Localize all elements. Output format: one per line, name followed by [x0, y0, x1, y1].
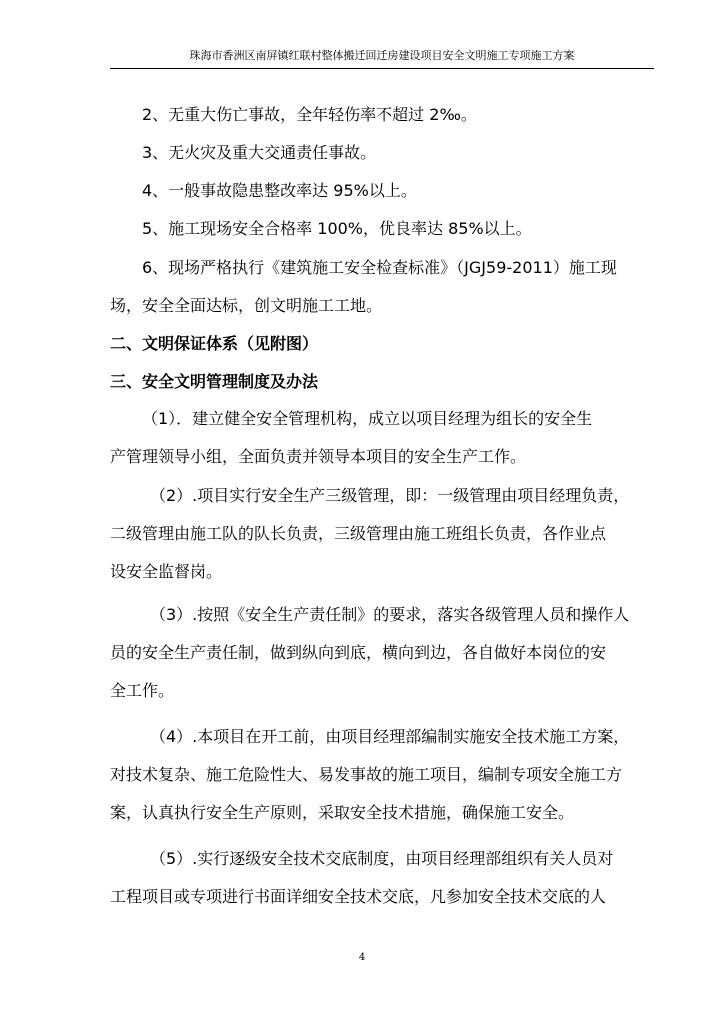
paragraph-3-line-2: 员的安全生产责任制，做到纵向到底，横向到边，各自做好本岗位的安: [110, 643, 607, 662]
target-item-4: 4、一般事故隐患整改率达 95%以上。: [142, 181, 417, 200]
paragraph-5-line-2: 工程项目或专项进行书面详细安全技术交底，凡参加安全技术交底的人: [110, 887, 607, 906]
target-item-6-line-1: 6、现场严格执行《建筑施工安全检查标准》（JGJ59-2011）施工现: [142, 258, 617, 277]
paragraph-3-line-1: （3）.按照《安全生产责任制》的要求，落实各级管理人员和操作人: [150, 605, 630, 624]
page-header: 珠海市香洲区南屏镇红联村整体搬迁回迁房建设项目安全文明施工专项施工方案: [189, 49, 575, 62]
paragraph-1-line-2: 产管理领导小组，全面负责并领导本项目的安全生产工作。: [110, 447, 527, 466]
paragraph-2-line-3: 设安全监督岗。: [110, 562, 223, 581]
section-heading-3: 三、安全文明管理制度及办法: [110, 372, 319, 391]
paragraph-4-line-3: 案，认真执行安全生产原则，采取安全技术措施，确保施工安全。: [110, 803, 575, 822]
paragraph-5-line-1: （5）.实行逐级安全技术交底制度，由项目经理部组织有关人员对: [150, 849, 614, 868]
paragraph-4-line-1: （4）.本项目在开工前，由项目经理部编制实施安全技术施工方案，: [150, 727, 630, 746]
page-number: 4: [358, 952, 366, 963]
target-item-3: 3、无火灾及重大交通责任事故。: [142, 143, 377, 162]
paragraph-1-line-1: （1）．建立健全安全管理机构，成立以项目经理为组长的安全生: [142, 409, 593, 428]
section-heading-2: 二、文明保证体系（见附图）: [110, 334, 319, 353]
header-rule: [110, 68, 654, 69]
target-item-2: 2、无重大伤亡事故，全年轻伤率不超过 2‰。: [142, 105, 477, 124]
target-item-6-line-2: 场，安全全面达标，创文明施工工地。: [110, 296, 383, 315]
paragraph-2-line-1: （2）.项目实行安全生产三级管理，即：一级管理由项目经理负责，: [150, 486, 630, 505]
paragraph-2-line-2: 二级管理由施工队的队长负责，三级管理由施工班组长负责，各作业点: [110, 524, 607, 543]
target-item-5: 5、施工现场安全合格率 100%，优良率达 85%以上。: [142, 219, 532, 238]
paragraph-3-line-3: 全工作。: [110, 681, 175, 700]
paragraph-4-line-2: 对技术复杂、施工危险性大、易发事故的施工项目，编制专项安全施工方: [110, 765, 623, 784]
